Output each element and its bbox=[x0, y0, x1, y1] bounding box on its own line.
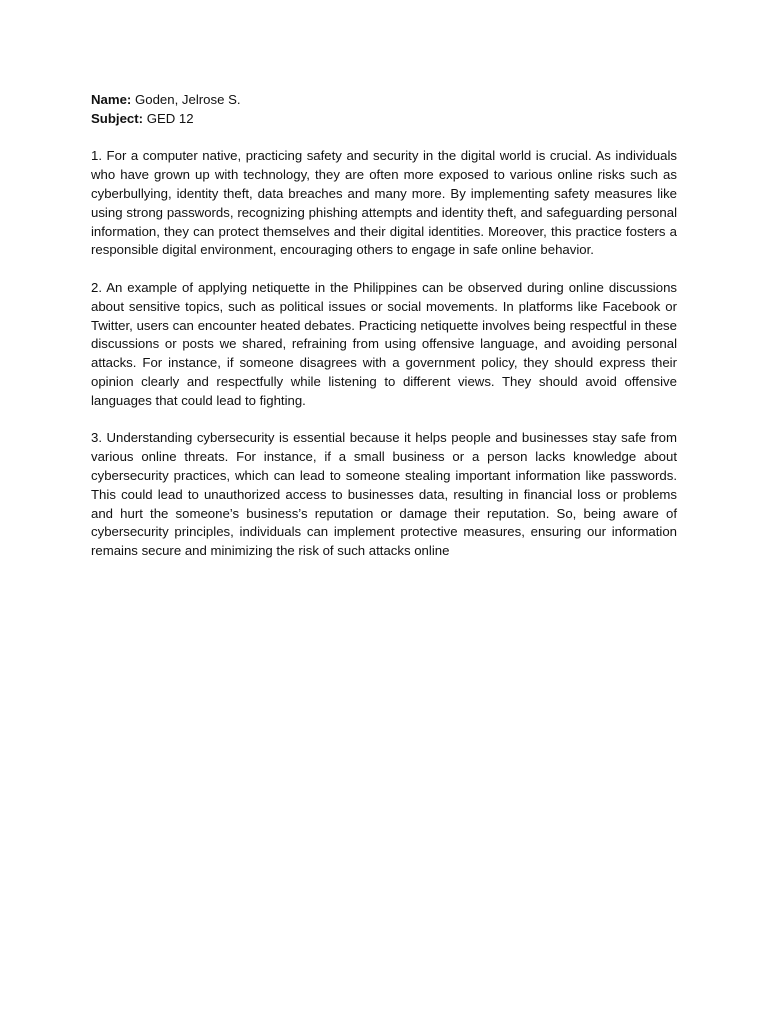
answer-paragraph-1: 1. For a computer native, practicing safety and security in the digital world is crucial. As individuals who have grown up with technology, they are often more exposed to various online risks such as cyberbullying, identity theft, data breaches and many more. By implementing safety measures like using strong passwords, recognizing phishing attempts and identity theft, and safeguarding personal information, they can protect themselves and their digital identities. Moreover, this practice fosters a responsible digital environment, encouraging others to engage in safe online behavior. bbox=[91, 148, 677, 258]
answer-paragraph-2: 2. An example of applying netiquette in the Philippines can be observed during online discussions about sensitive topics, such as political issues or social movements. In platforms like Facebook or Twitter, users can encounter heated debates. Practicing netiquette involves being respectful in these discussions or posts we shared, refraining from using offensive language, and avoiding personal attacks. For instance, if someone disagrees with a government policy, they should express their opinion clearly and respectfully while listening to different views. They should avoid offensive languages that could lead to fighting. bbox=[91, 279, 677, 408]
name-label: Name: bbox=[91, 92, 132, 107]
subject-value: GED 12 bbox=[143, 110, 194, 126]
subject-line bbox=[91, 110, 677, 129]
name-line bbox=[91, 91, 677, 110]
answer-paragraph-3: 3. Understanding cybersecurity is essential because it helps people and businesses stay safe from various online threats. For instance, if a small business or a person lacks knowledge about cybersecurity practices, which can lead to someone stealing important information like passwords. This could lead to unauthorized access to businesses data, resulting in financial loss or problems and hurt the someone’s business’s reputation or damage their reputation. So, being aware of cybersecurity principles, individuals can implement protective measures, ensuring our information remains secure and minimizing the risk of such attacks online bbox=[91, 430, 677, 559]
subject-label: Subject: bbox=[91, 110, 144, 126]
document-page bbox=[91, 91, 677, 580]
name-value: Goden, Jelrose S. bbox=[131, 92, 241, 107]
answers-section bbox=[91, 147, 677, 561]
